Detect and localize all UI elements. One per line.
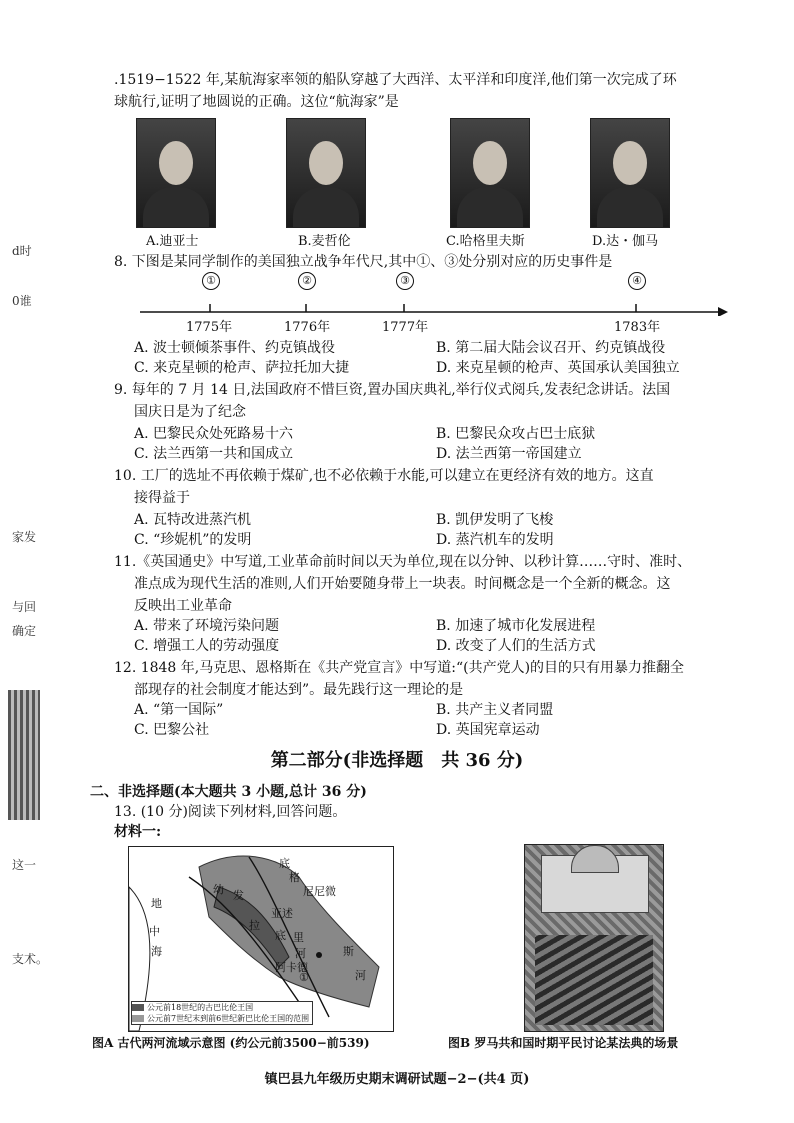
q10-option-c[interactable]: C. “珍妮机”的发明 [134,532,252,548]
timeline-marker: ③ [396,272,414,290]
margin-note: 确定 [12,624,37,638]
map-legend [131,1001,313,1025]
timeline-year: 1783年 [614,320,661,335]
map-label: 里 [293,931,304,944]
q8-option-c[interactable]: C. 来克星顿的枪声、萨拉托加大捷 [134,360,350,376]
portrait-image-d [590,118,670,228]
q10-text: 10. 工厂的选址不再依赖于煤矿,也不必依赖于水能,可以建立在更经济有效的地方。这直 [114,468,654,484]
q7-option-a[interactable]: A.迪亚士 [146,234,199,249]
margin-note: 0谁 [12,294,32,308]
q9-option-b[interactable]: B. 巴黎民众攻占巴士底狱 [436,426,596,442]
map-label: 阿卡德 [275,961,308,974]
map-label: 发 [233,889,244,902]
figure-b-caption: 图B 罗马共和国时期平民讨论某法典的场景 [448,1036,679,1050]
map-legend-item: 公元前7世纪末到前6世纪新巴比伦王国的范围 [147,1014,310,1023]
q7-text: .1519−1522 年,某航海家率领的船队穿越了大西洋、太平洋和印度洋,他们第一次完成了环 [114,72,677,88]
portrait-image-a [136,118,216,228]
q11-option-b[interactable]: B. 加速了城市化发展进程 [436,618,596,634]
timeline-axis [140,296,730,316]
map-label: 拉 [249,919,260,932]
map-label: ① [299,971,309,984]
map-legend-item: 公元前18世纪的古巴比伦王国 [147,1003,254,1012]
timeline-marker: ② [298,272,316,290]
q8-text: 8. 下图是某同学制作的美国独立战争年代尺,其中①、③处分别对应的历史事件是 [114,254,613,270]
margin-note: 家发 [12,530,37,544]
map-label: 中 [149,925,160,938]
portrait-image-b [286,118,366,228]
q7-option-c[interactable]: C.哈格里夫斯 [446,234,525,249]
map-label: 河 [295,947,306,960]
q9-option-c[interactable]: C. 法兰西第一共和国成立 [134,446,294,462]
q12-text: 12. 1848 年,马克思、恩格斯在《共产党宣言》中写道:“(共产党人)的目的只有用暴力推翻全 [114,660,685,676]
q12-text: 部现存的社会制度才能达到”。最先践行这一理论的是 [134,682,464,698]
q11-option-c[interactable]: C. 增强工人的劳动强度 [134,638,280,654]
figure-a-caption: 图A 古代两河流域示意图 (约公元前3500−前539) [92,1036,370,1050]
timeline-marker: ④ [628,272,646,290]
map-label: 亚述 [271,907,293,920]
q9-text: 9. 每年的 7 月 14 日,法国政府不惜巨资,置办国庆典礼,举行仪式阅兵,发表纪念讲话。法国 [114,382,671,398]
q12-option-d[interactable]: D. 英国宪章运动 [436,722,540,738]
map-label: 格 [289,871,300,884]
margin-note: 与回 [12,600,37,614]
q11-option-d[interactable]: D. 改变了人们的生活方式 [436,638,596,654]
q11-text: 11.《英国通史》中写道,工业革命前时间以天为单位,现在以分钟、以秒计算……守时、准时、 [114,554,692,570]
map-label: 河 [355,969,366,982]
q8-option-d[interactable]: D. 来克星顿的枪声、英国承认美国独立 [436,360,680,376]
margin-note: 支术。 [12,952,49,966]
q10-option-a[interactable]: A. 瓦特改进蒸汽机 [134,512,252,528]
map-figure-a [128,846,394,1032]
figure-b-image [524,844,664,1032]
map-label: 地 [151,897,162,910]
map-label: 海 [151,945,162,958]
q8-option-a[interactable]: A. 波士顿倾茶事件、约克镇战役 [134,340,336,356]
timeline-year: 1777年 [382,320,429,335]
material-label: 材料一: [114,824,162,840]
q11-option-a[interactable]: A. 带来了环境污染问题 [134,618,280,634]
margin-note: d时 [12,244,32,258]
q7-option-d[interactable]: D.达・伽马 [592,234,659,249]
q12-option-c[interactable]: C. 巴黎公社 [134,722,210,738]
section-heading: 二、非选择题(本大题共 3 小题,总计 36 分) [90,784,367,800]
q13-text: 13. (10 分)阅读下列材料,回答问题。 [114,804,347,820]
q10-option-b[interactable]: B. 凯伊发明了飞梭 [436,512,554,528]
section-title: 第二部分(非选择题 共 36 分) [270,750,524,771]
map-label: 幼 [213,883,224,896]
q7-option-b[interactable]: B.麦哲伦 [298,234,351,249]
q9-text: 国庆日是为了纪念 [134,404,246,420]
page-footer: 镇巴县九年级历史期末调研试题−2−(共4 页) [264,1072,530,1087]
portrait-image-c [450,118,530,228]
q9-option-d[interactable]: D. 法兰西第一帝国建立 [436,446,582,462]
timeline-year: 1775年 [186,320,233,335]
q10-option-d[interactable]: D. 蒸汽机车的发明 [436,532,554,548]
timeline-year: 1776年 [284,320,331,335]
q11-text: 准点成为现代生活的准则,人们开始要随身带上一块表。时间概念是一个全新的概念。这 [134,576,671,592]
q10-text: 接得益于 [134,490,190,506]
map-label: 底 [275,929,286,942]
q12-option-a[interactable]: A. “第一国际” [134,702,224,718]
q8-option-b[interactable]: B. 第二届大陆会议召开、约克镇战役 [436,340,666,356]
map-label: 底 [279,857,290,870]
q12-option-b[interactable]: B. 共产主义者同盟 [436,702,554,718]
q9-option-a[interactable]: A. 巴黎民众处死路易十六 [134,426,294,442]
margin-note: 这一 [12,858,37,872]
map-label: 尼尼微 [303,885,336,898]
q11-text: 反映出工业革命 [134,598,232,614]
timeline-marker: ① [202,272,220,290]
map-label: 斯 [343,945,354,958]
q7-text: 球航行,证明了地圆说的正确。这位“航海家”是 [114,94,399,110]
